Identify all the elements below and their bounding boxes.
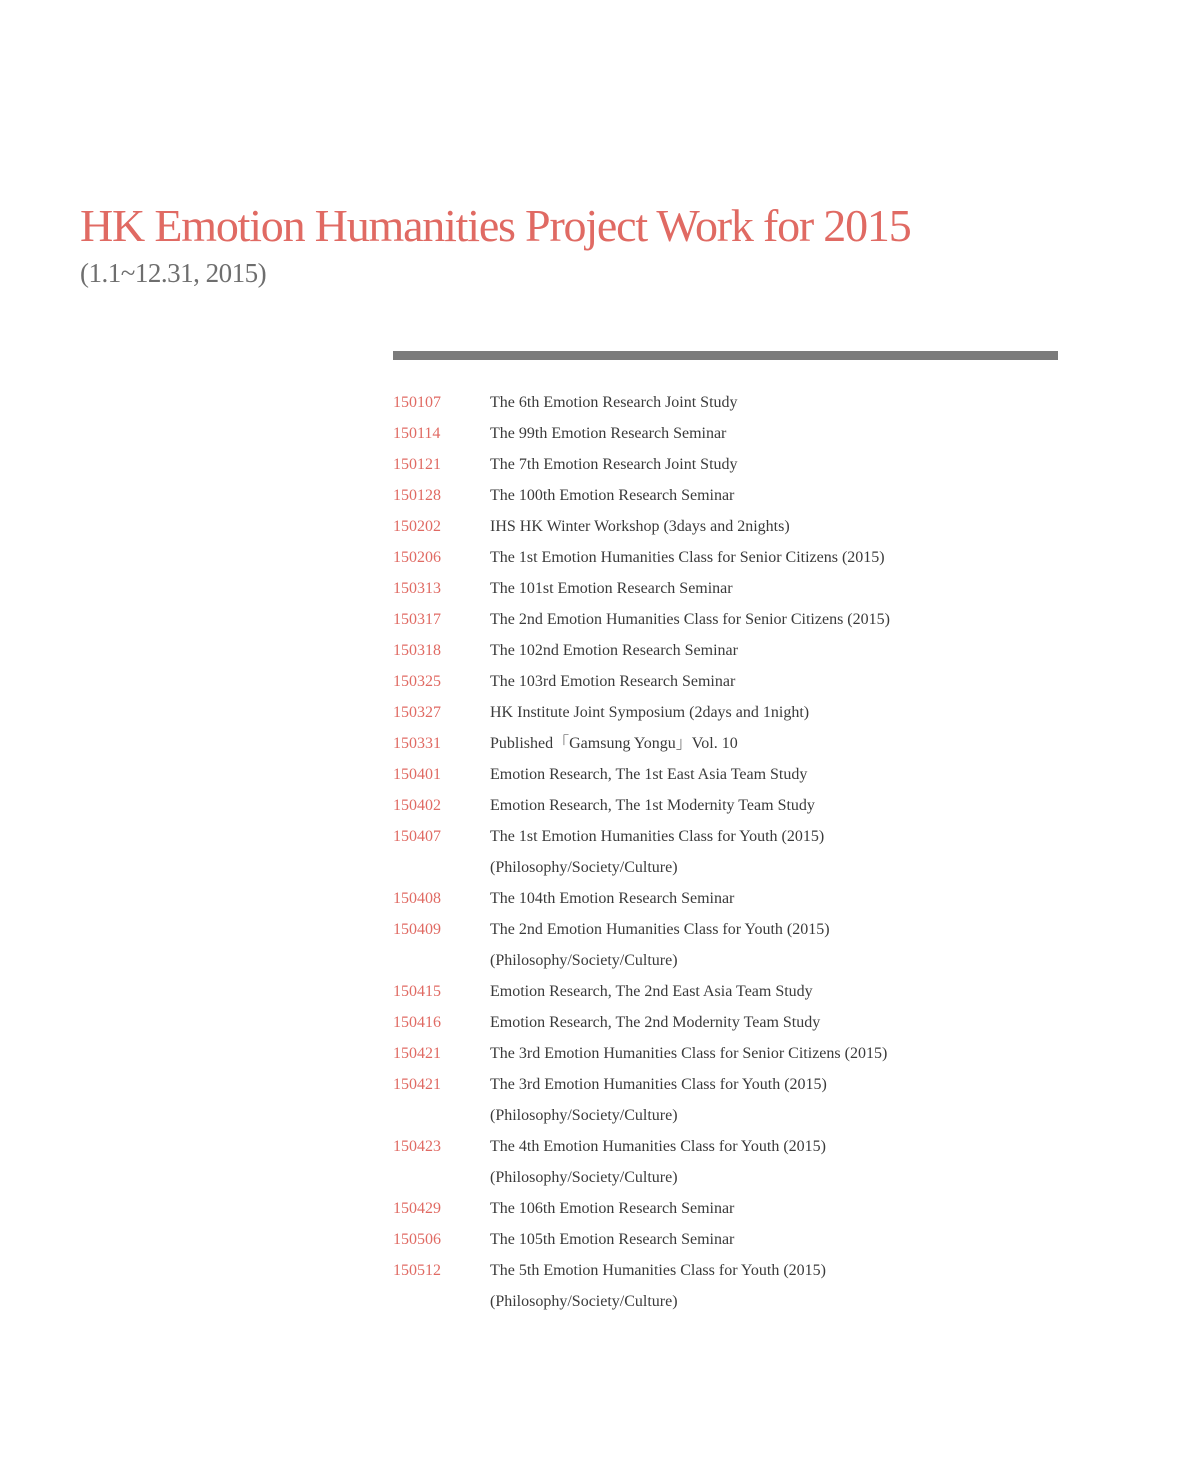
event-description: [490, 480, 1093, 511]
event-date: 150506: [393, 1231, 441, 1248]
event-date: 150121: [393, 456, 441, 473]
event-description: [490, 1224, 1093, 1255]
event-entry: [393, 821, 1093, 883]
event-description-line: The 103rd Emotion Research Seminar: [490, 673, 736, 690]
event-description-line: (Philosophy/Society/Culture): [490, 1107, 678, 1124]
event-description: [490, 976, 1093, 1007]
event-description: [490, 1007, 1093, 1038]
event-date: 150313: [393, 580, 441, 597]
event-entry: [393, 976, 1093, 1007]
event-description-line: Emotion Research, The 2nd Modernity Team Study: [490, 1014, 821, 1031]
event-description-line: (Philosophy/Society/Culture): [490, 1169, 678, 1186]
event-description: [490, 387, 1093, 418]
event-description: [490, 1131, 1093, 1193]
event-date: 150206: [393, 549, 441, 566]
event-entry: [393, 728, 1093, 759]
event-entry: [393, 635, 1093, 666]
event-description-line: The 3rd Emotion Humanities Class for Youth (2015): [490, 1076, 827, 1093]
event-date: 150402: [393, 797, 441, 814]
event-entry: [393, 1038, 1093, 1069]
page-title: HK Emotion Humanities Project Work for 2015: [80, 200, 911, 251]
event-description: [490, 1193, 1093, 1224]
event-entry: [393, 790, 1093, 821]
event-date: 150429: [393, 1200, 441, 1217]
event-entry: [393, 759, 1093, 790]
event-date: 150408: [393, 890, 441, 907]
event-date: 150415: [393, 983, 441, 1000]
event-description-line: The 99th Emotion Research Seminar: [490, 425, 727, 442]
event-description-line: (Philosophy/Society/Culture): [490, 952, 678, 969]
event-description-line: (Philosophy/Society/Culture): [490, 859, 678, 876]
event-description: [490, 697, 1093, 728]
event-description: [490, 790, 1093, 821]
event-date: 150421: [393, 1045, 441, 1062]
event-date: 150407: [393, 828, 441, 845]
event-date: 150421: [393, 1076, 441, 1093]
event-date: 150416: [393, 1014, 441, 1031]
event-entry: [393, 1255, 1093, 1317]
event-date: 150401: [393, 766, 441, 783]
event-date: 150202: [393, 518, 441, 535]
event-entry: [393, 387, 1093, 418]
event-description: [490, 821, 1093, 883]
event-description-line: (Philosophy/Society/Culture): [490, 1293, 678, 1310]
event-date: 150107: [393, 394, 441, 411]
event-entry: [393, 1069, 1093, 1131]
event-date: 150128: [393, 487, 441, 504]
event-description: [490, 759, 1093, 790]
event-date: 150423: [393, 1138, 441, 1155]
event-description: [490, 728, 1093, 759]
event-description: [490, 1069, 1093, 1131]
date-range-subtitle: (1.1~12.31, 2015): [80, 258, 267, 288]
event-date: 150331: [393, 735, 441, 752]
event-entry: [393, 418, 1093, 449]
event-description-line: Emotion Research, The 2nd East Asia Team Study: [490, 983, 813, 1000]
event-description: [490, 883, 1093, 914]
event-description: [490, 604, 1093, 635]
event-description-line: The 3rd Emotion Humanities Class for Senior Citizens (2015): [490, 1045, 888, 1062]
event-description: [490, 914, 1093, 976]
event-entry: [393, 573, 1093, 604]
event-description: [490, 449, 1093, 480]
event-date: 150114: [393, 425, 441, 442]
event-date: 150325: [393, 673, 441, 690]
event-description-line: The 102nd Emotion Research Seminar: [490, 642, 738, 659]
header-divider: [393, 351, 1058, 360]
event-description-line: The 6th Emotion Research Joint Study: [490, 394, 738, 411]
event-description-line: The 106th Emotion Research Seminar: [490, 1200, 735, 1217]
event-description-line: Emotion Research, The 1st East Asia Team Study: [490, 766, 808, 783]
event-description-line: The 100th Emotion Research Seminar: [490, 487, 735, 504]
event-date: 150512: [393, 1262, 441, 1279]
event-description-line: The 2nd Emotion Humanities Class for Senior Citizens (2015): [490, 611, 890, 628]
event-description-line: The 105th Emotion Research Seminar: [490, 1231, 735, 1248]
event-entry: [393, 666, 1093, 697]
event-entry: [393, 883, 1093, 914]
event-description-line: The 1st Emotion Humanities Class for Senior Citizens (2015): [490, 549, 885, 566]
event-description: [490, 573, 1093, 604]
event-entry: [393, 542, 1093, 573]
event-entry: [393, 914, 1093, 976]
event-date: 150317: [393, 611, 441, 628]
event-entry: [393, 1193, 1093, 1224]
event-description-line: The 7th Emotion Research Joint Study: [490, 456, 738, 473]
event-entry: [393, 604, 1093, 635]
event-description-line: The 5th Emotion Humanities Class for Youth (2015): [490, 1262, 826, 1279]
event-description: [490, 511, 1093, 542]
event-description-line: Emotion Research, The 1st Modernity Team Study: [490, 797, 815, 814]
event-description-line: HK Institute Joint Symposium (2days and 1night): [490, 704, 810, 721]
event-entry: [393, 480, 1093, 511]
event-description-line: The 1st Emotion Humanities Class for Youth (2015): [490, 828, 825, 845]
event-date: 150327: [393, 704, 441, 721]
event-entry: [393, 697, 1093, 728]
event-entry: [393, 1007, 1093, 1038]
event-description-line: The 2nd Emotion Humanities Class for Youth (2015): [490, 921, 830, 938]
event-description-line: The 4th Emotion Humanities Class for Youth (2015): [490, 1138, 826, 1155]
event-entry: [393, 449, 1093, 480]
event-description-line: The 104th Emotion Research Seminar: [490, 890, 735, 907]
event-date: 150318: [393, 642, 441, 659]
event-description-line: IHS HK Winter Workshop (3days and 2nights): [490, 518, 790, 535]
event-description: [490, 418, 1093, 449]
event-entry: [393, 1224, 1093, 1255]
event-date: 150409: [393, 921, 441, 938]
event-description-line: Published「Gamsung Yongu」Vol. 10: [490, 735, 738, 752]
event-description-line: The 101st Emotion Research Seminar: [490, 580, 733, 597]
event-description: [490, 635, 1093, 666]
event-description: [490, 666, 1093, 697]
event-list: [393, 387, 1093, 1317]
event-description: [490, 542, 1093, 573]
event-description: [490, 1038, 1093, 1069]
event-entry: [393, 511, 1093, 542]
event-description: [490, 1255, 1093, 1317]
event-entry: [393, 1131, 1093, 1193]
